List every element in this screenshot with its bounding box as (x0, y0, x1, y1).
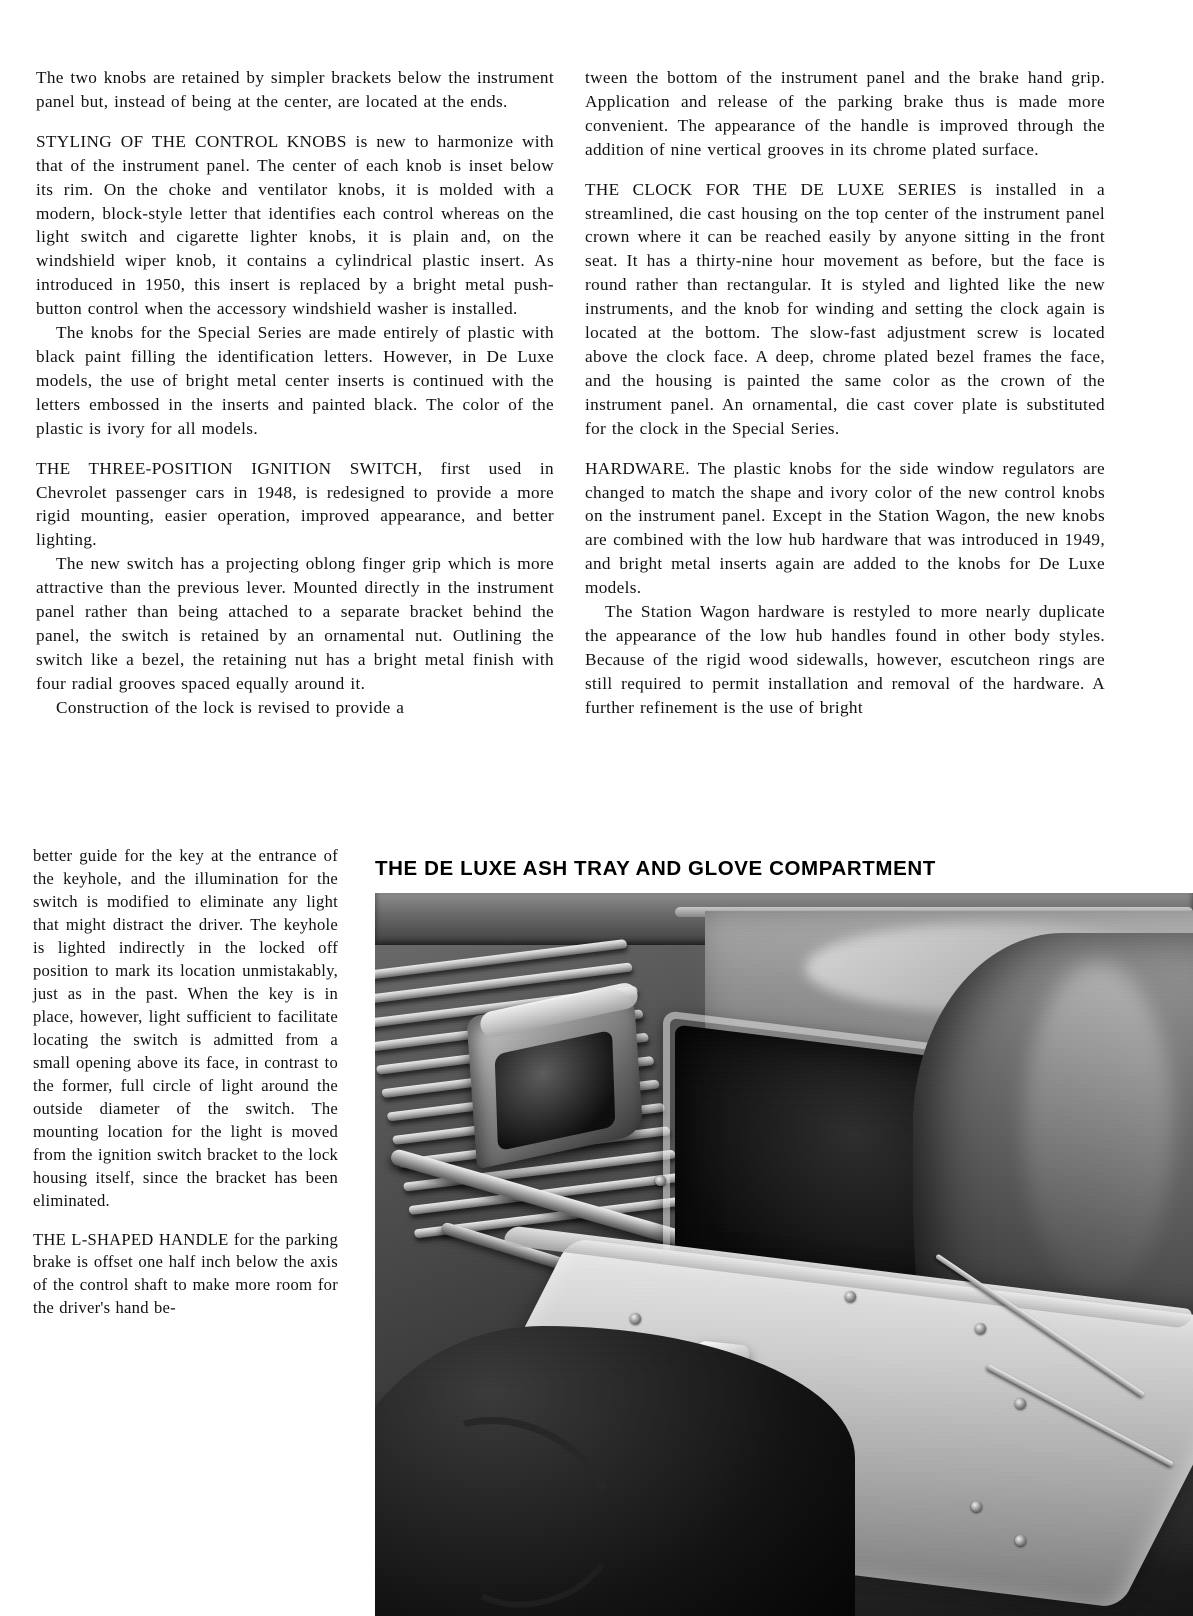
paragraph: The Station Wagon hardware is restyled to more nearly duplicate the appearance of the low hub handles found in other body styles. Because of the rigid wood sidewalls, however, escutcheon rings are still required to permit installation and removal of the hardware. A further refinement is the use of bright (585, 602, 1105, 717)
photo-screw (971, 1501, 982, 1512)
text-column-right (585, 66, 1105, 720)
paragraph: STYLING OF THE CONTROL KNOBS is new to harmonize with that of the instrument panel. The center of each knob is inset below its rim. On the choke and ventilator knobs, it is molded with a modern, block-style letter that identifies each control whereas on the light switch and cigarette lighter knobs, it is plain and, on the windshield wiper knob, it contains a cylindrical plastic insert. As introduced in 1950, this insert is replaced by a bright metal push-button control when the accessory windshield washer is installed. (36, 131, 554, 319)
paragraph: The knobs for the Special Series are made entirely of plastic with black paint filling the identification letters. However, in De Luxe models, the use of bright metal center inserts is continued with the letters embossed in the inserts and painted black. The color of the plastic is ivory for all models. (36, 323, 554, 438)
text-column-left-lower (33, 845, 338, 1320)
figure-photograph (375, 893, 1193, 1616)
paragraph: The two knobs are retained by simpler brackets below the instrument panel but, instead of being at the center, are located at the ends. (36, 68, 554, 111)
paragraph: better guide for the key at the entrance of the keyhole, and the illumination for the switch is modified to eliminate any light that might distract the driver. The keyhole is lighted indirectly in the locked off position to mark its location unmistakably, just as in the past. When the key is in place, however, light sufficient to facilitate locating the switch is admitted from a small opening above its face, in contrast to the former, full circle of light around the outside diameter of the switch. The mounting location for the light is moved from the ignition switch bracket to the lock housing itself, since the bracket has been eliminated. (33, 846, 338, 1210)
figure-caption: THE DE LUXE ASH TRAY AND GLOVE COMPARTMENT (375, 857, 936, 880)
photo-screw (1015, 1535, 1026, 1546)
photo-background (375, 893, 1193, 1616)
photo-screw (845, 1291, 856, 1302)
paragraph: The new switch has a projecting oblong finger grip which is more attractive than the previous lever. Mounted directly in the instrument panel rather than being attached to a separate bracket behind the panel, the switch is retained by an ornamental nut. Outlining the switch like a bezel, the retaining nut has a bright metal finish with four radial grooves spaced equally around it. (36, 554, 554, 693)
photo-screw (1015, 1398, 1026, 1409)
paragraph: HARDWARE. The plastic knobs for the side window regulators are changed to match the shape and ivory color of the new control knobs on the instrument panel. Except in the Station Wagon, the new knobs are combined with the low hub hardware that was introduced in 1949, and bright metal inserts again are added to the knobs for De Luxe models. (585, 458, 1105, 598)
photo-screw (655, 1175, 666, 1186)
photo-screw (975, 1323, 986, 1334)
paragraph: tween the bottom of the instrument panel and the brake hand grip. Application and release of the parking brake thus is made more convenient. The appearance of the handle is improved through the addition of nine vertical grooves in its chrome plated surface. (585, 68, 1105, 159)
paragraph: THE THREE-POSITION IGNITION SWITCH, first used in Chevrolet passenger cars in 1948, is redesigned to provide a more rigid mounting, easier operation, improved appearance, and better lighting. (36, 458, 554, 550)
text-column-left (36, 66, 554, 720)
paragraph: Construction of the lock is revised to provide a (56, 697, 405, 717)
photo-body-panel-highlight (1023, 963, 1173, 1293)
paragraph: THE CLOCK FOR THE DE LUXE SERIES is installed in a streamlined, die cast housing on the top center of the instrument panel crown where it can be reached easily by anyone sitting in the front seat. It has a thirty-nine hour movement as before, but the face is round rather than rectangular. It is styled and lighted like the new instruments, and the knob for winding and setting the clock again is located at the bottom. The slow-fast adjustment screw is located above the clock face. A deep, chrome plated bezel frames the face, and the housing is painted the same color as the crown of the instrument panel. An ornamental, die cast cover plate is substituted for the clock in the Special Series. (585, 179, 1105, 438)
paragraph: THE L-SHAPED HANDLE for the parking brake is offset one half inch below the axis of the control shaft to make more room for the driver's hand be- (33, 1229, 338, 1318)
photo-screw (630, 1313, 641, 1324)
